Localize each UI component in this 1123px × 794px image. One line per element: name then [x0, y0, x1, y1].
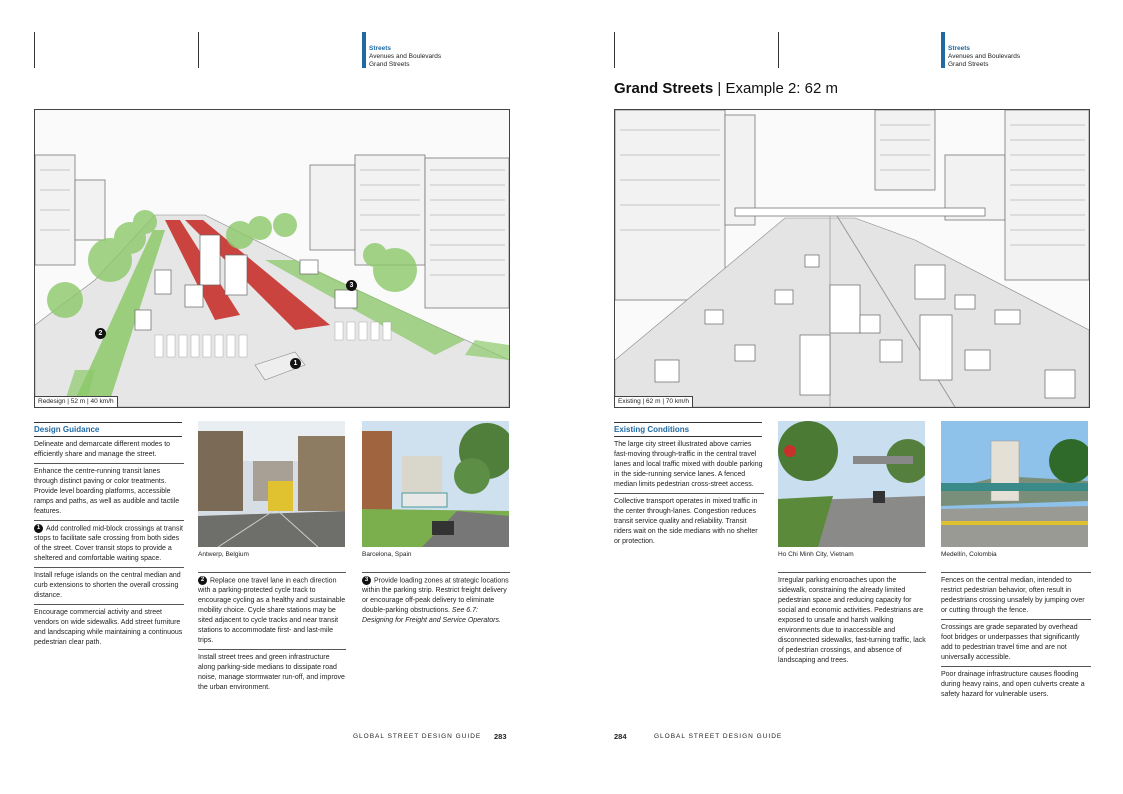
- guidance-text: Replace one travel lane in each direction with a parking-protected cycle track to encourage cycling as a healthy and sustainable mobility choice. Cycle share stations may be sited adjacent to cycle tracks and near transit stations to accommodate first- and last-mile trips.: [198, 577, 346, 645]
- existing-illustration: [614, 109, 1090, 408]
- page-title-sub: Example 2: 62 m: [725, 80, 838, 97]
- marker-3: 3: [346, 280, 357, 291]
- marker-number: 3: [362, 576, 371, 585]
- header-rule: [34, 32, 35, 68]
- photo-caption: Ho Chi Minh City, Vietnam: [778, 551, 854, 558]
- street-illustration-graphic: [615, 110, 1089, 407]
- design-guidance-text: [34, 440, 184, 651]
- breadcrumb: [948, 45, 1020, 69]
- photo-image: [198, 421, 345, 547]
- column-text: [198, 572, 346, 696]
- photo-medellin: [941, 421, 1088, 547]
- guidance-paragraph: [362, 576, 510, 626]
- photo-image: [941, 421, 1088, 547]
- breadcrumb-level-2[interactable]: Avenues and Boulevards: [948, 53, 1021, 60]
- conditions-paragraph: Collective transport operates in mixed traffic in the center through-lanes. Congestion reduces transit service quality and reliability. Transit riders wait on the side medians with no shelter or protection.: [614, 493, 764, 547]
- illustration-label: Existing | 62 m | 70 km/h: [615, 396, 693, 407]
- guidance-text: Add controlled mid-block crossings at transit stops to facilitate safe crossing from both sides of the street. Cover transit stops to provide a sheltered and comfortable waiting space.: [34, 525, 183, 563]
- column-text: [778, 572, 926, 669]
- breadcrumb-level-3[interactable]: Grand Streets: [948, 61, 989, 68]
- marker-1: 1: [290, 358, 301, 369]
- cross-reference-link[interactable]: See 6.7: Designing for Freight and Service Operators.: [362, 607, 501, 625]
- photo-image: [362, 421, 509, 547]
- photo-image: [778, 421, 925, 547]
- photo-caption: Barcelona, Spain: [362, 551, 412, 558]
- column-text: [941, 572, 1091, 703]
- photo-caption: Antwerp, Belgium: [198, 551, 249, 558]
- breadcrumb-level-2[interactable]: Avenues and Boulevards: [369, 53, 442, 60]
- marker-number: 2: [198, 576, 207, 585]
- footer-title: GLOBAL STREET DESIGN GUIDE: [353, 733, 482, 740]
- guidance-text: Provide loading zones at strategic locations within the parking strip. Restrict freight delivery or encourage off-peak delivery to eliminate double-parking obstructions.: [362, 577, 509, 615]
- header-rule: [614, 32, 615, 68]
- guidance-paragraph: Install street trees and green infrastructure along parking-side medians to dissipate road noise, manage stormwater run-off, and improve the urban environment.: [198, 649, 346, 693]
- column-text: [362, 572, 510, 629]
- conditions-paragraph: Poor drainage infrastructure causes flooding during heavy rains, and open culverts create a safety hazard for vulnerable users.: [941, 666, 1091, 700]
- page-number: 283: [494, 732, 507, 741]
- marker-2: 2: [95, 328, 106, 339]
- breadcrumb-accent-bar: [941, 32, 945, 68]
- footer-title: GLOBAL STREET DESIGN GUIDE: [654, 733, 783, 740]
- existing-conditions-text: [614, 440, 764, 550]
- page-number: 284: [614, 732, 627, 741]
- page-title-main: Grand Streets: [614, 80, 714, 97]
- photo-ho-chi-minh: [778, 421, 925, 547]
- breadcrumb-level-1[interactable]: Streets: [948, 45, 971, 52]
- breadcrumb: [369, 45, 441, 69]
- breadcrumb-level-3[interactable]: Grand Streets: [369, 61, 410, 68]
- section-heading: Design Guidance: [34, 422, 182, 437]
- header-rule: [778, 32, 779, 68]
- conditions-paragraph: Irregular parking encroaches upon the sidewalk, constraining the already limited pedestrian space and reducing capacity for social and economic activities. Pedestrians are exposed to unsafe and harsh walking environments due to inaccessible and disconnected sidewalks, fast-turning traffic, lack of pedestrian crossings, and absence of landscaping and trees.: [778, 577, 926, 664]
- header-rule: [198, 32, 199, 68]
- guidance-paragraph: [34, 520, 184, 564]
- conditions-paragraph: Crossings are grade separated by overhead foot bridges or underpasses that significantly add to pedestrian travel time and are not universally accessible.: [941, 619, 1091, 663]
- guidance-paragraph: Encourage commercial activity and street vendors on wide sidewalks. Add street furniture and landscaping while maintaining a continuous pedestrian clear path.: [34, 604, 184, 648]
- page-title-separator: |: [713, 80, 726, 97]
- illustration-label: Redesign | 52 m | 40 km/h: [35, 396, 118, 407]
- page-title: [614, 80, 838, 97]
- conditions-paragraph: Fences on the central median, intended to restrict pedestrian behavior, often result in pedestrians crossing unsafely by jumping over or cutting through the fence.: [941, 577, 1085, 614]
- marker-number: 1: [34, 524, 43, 533]
- photo-caption: Medellín, Colombia: [941, 551, 997, 558]
- guidance-paragraph: Install refuge islands on the central median and curb extensions to shorten the overall crossing distance.: [34, 567, 184, 601]
- section-heading: Existing Conditions: [614, 422, 762, 437]
- guidance-paragraph: [198, 576, 346, 646]
- photo-antwerp: [198, 421, 345, 547]
- street-illustration-graphic: [35, 110, 509, 407]
- breadcrumb-level-1[interactable]: Streets: [369, 45, 392, 52]
- breadcrumb-accent-bar: [362, 32, 366, 68]
- conditions-paragraph: The large city street illustrated above carries fast-moving through-traffic in the central travel lanes and local traffic mixed with double parking in the side-running service lanes. A fenced median limits pedestrian cross-street access.: [614, 441, 763, 488]
- guidance-paragraph: Enhance the centre-running transit lanes through distinct paving or color treatments. Provide level boarding platforms, accessible ramps and paths, as well as audible and tactile features.: [34, 463, 184, 517]
- guidance-paragraph: Delineate and demarcate different modes to efficiently share and manage the street.: [34, 441, 171, 458]
- redesign-illustration: [34, 109, 510, 408]
- photo-barcelona: [362, 421, 509, 547]
